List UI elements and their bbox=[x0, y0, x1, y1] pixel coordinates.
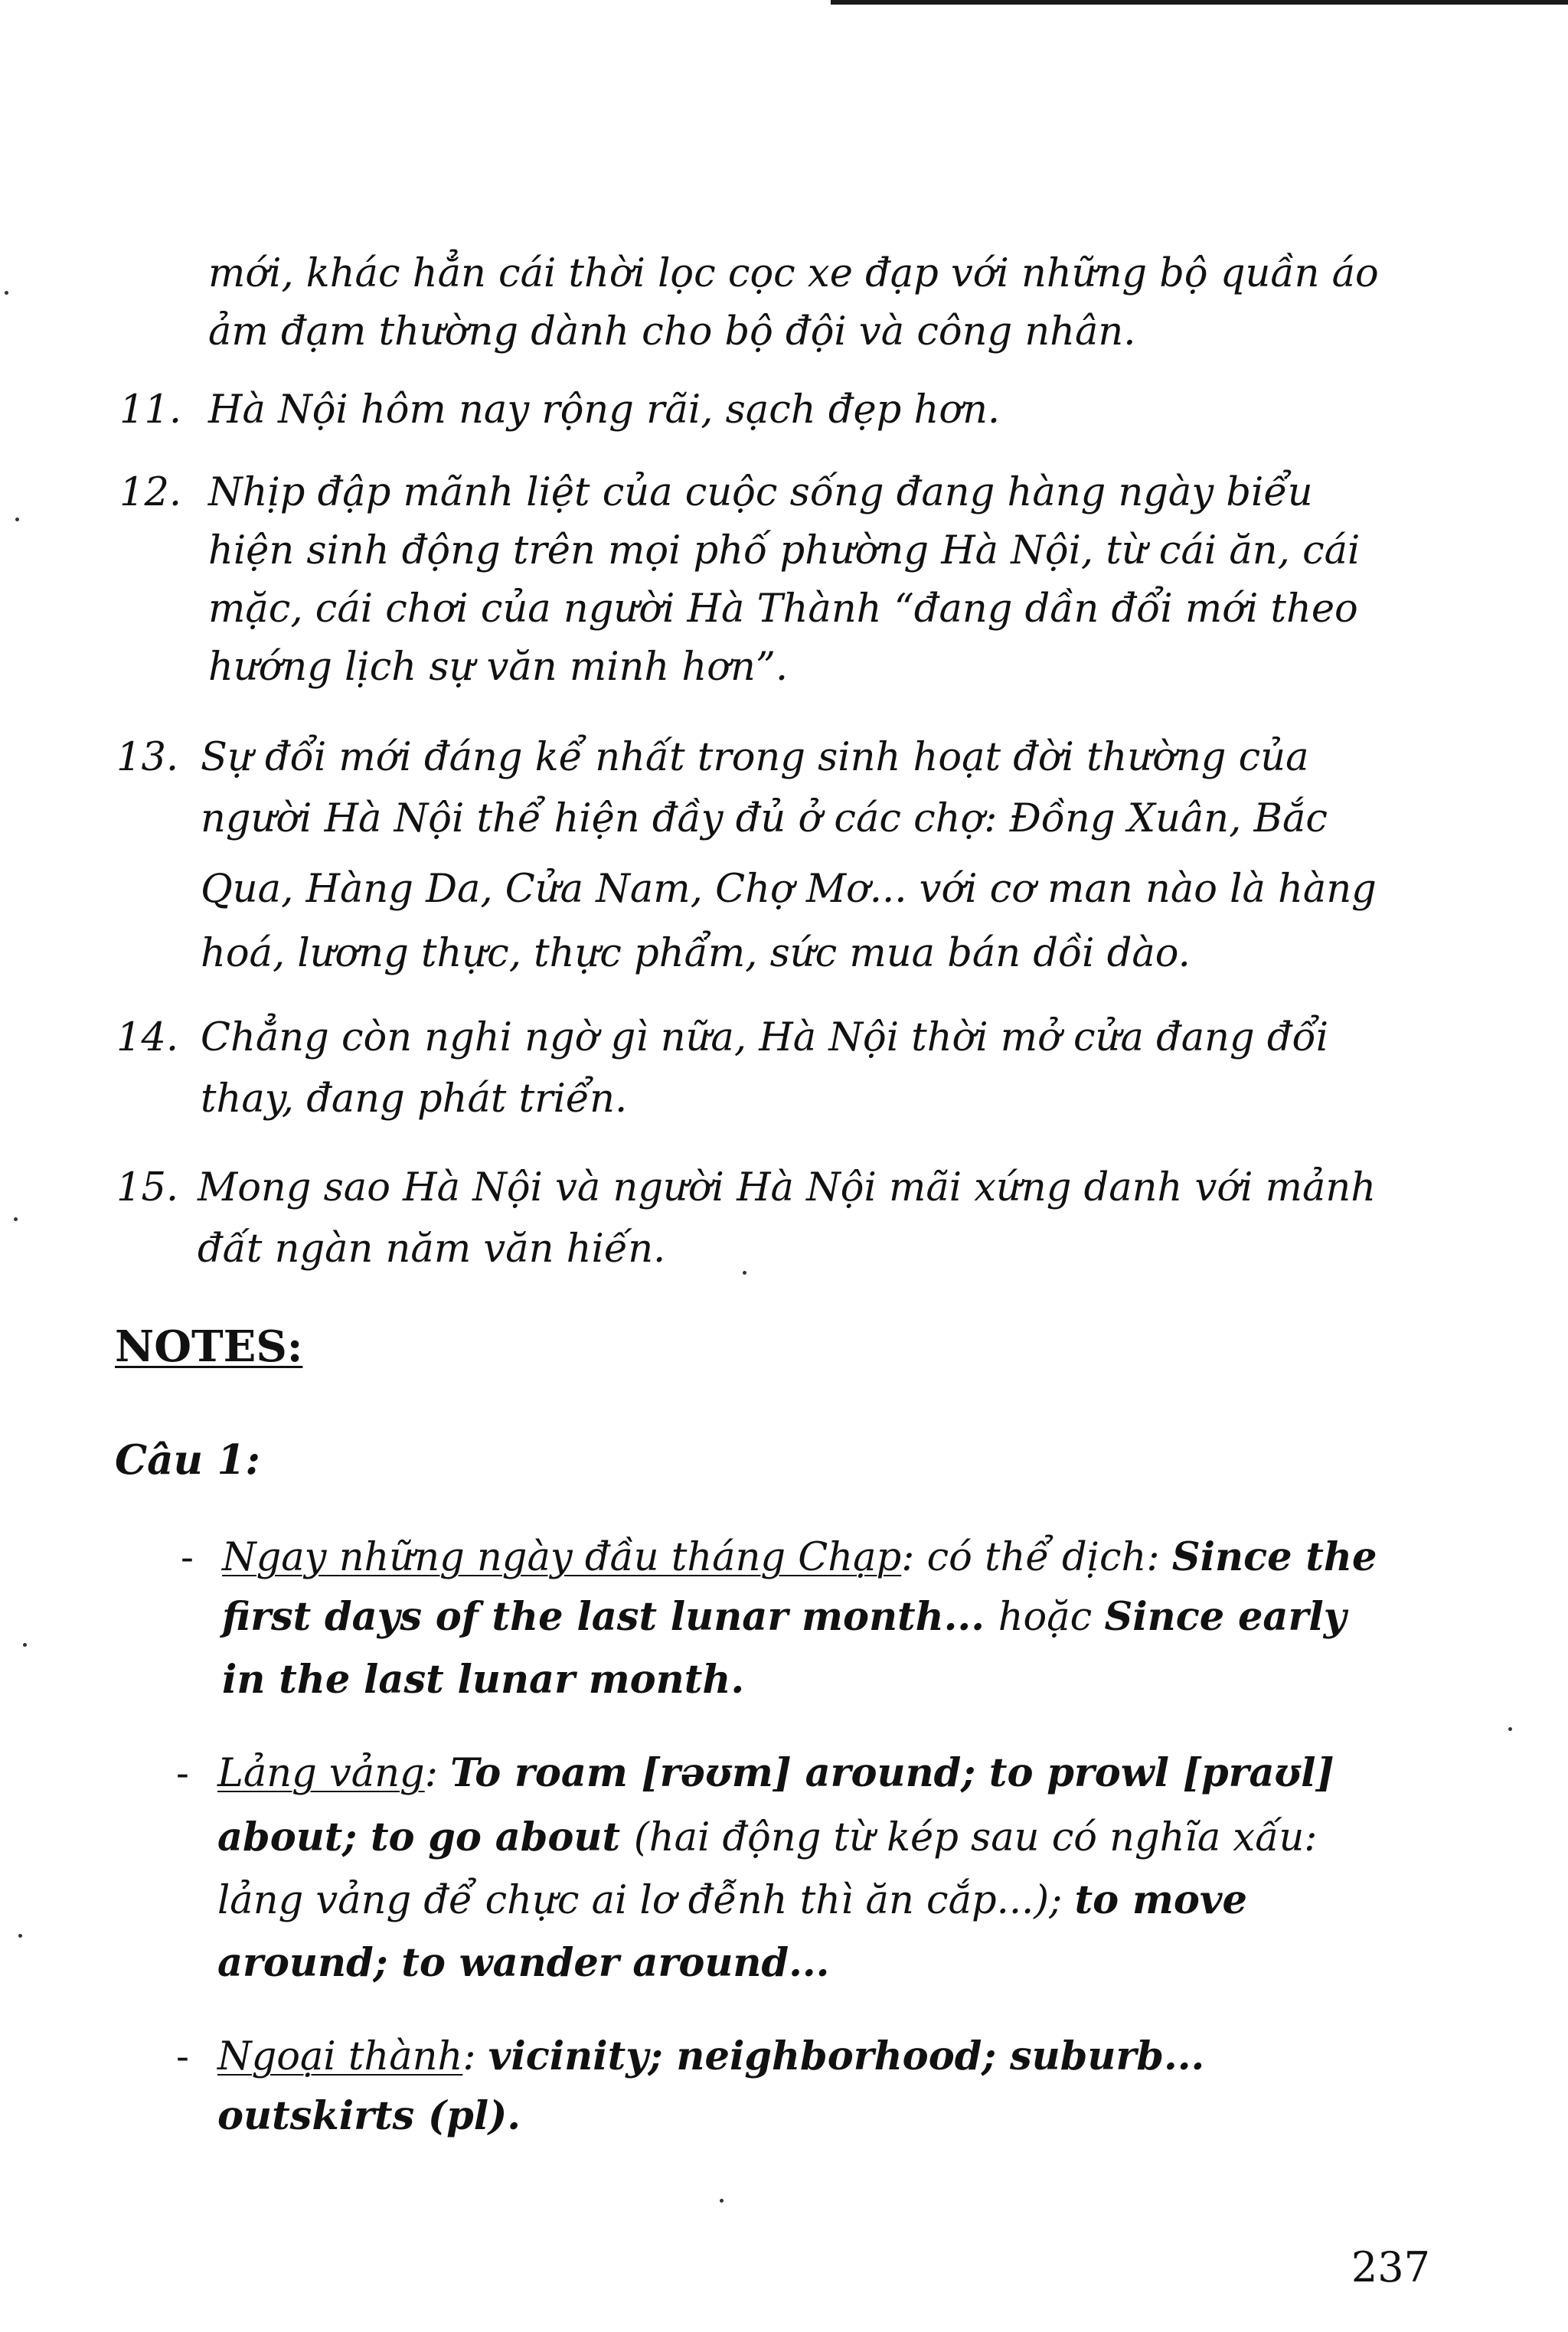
item-14-number: 14. bbox=[116, 1015, 179, 1060]
scan-speck bbox=[14, 1217, 18, 1221]
item-15-line-1: Mong sao Hà Nội và người Hà Nội mãi xứng danh với mảnh bbox=[198, 1165, 1377, 1210]
note-3-line-2: outskirts (pl). bbox=[217, 2093, 521, 2139]
note-bullet-2: - bbox=[176, 1751, 189, 1795]
scan-speck bbox=[743, 1271, 746, 1275]
item-13-line-2: người Hà Nội thể hiện đầy đủ ở các chợ: Đồng Xuân, Bắc bbox=[201, 796, 1328, 841]
note-1-alt: hoặc bbox=[998, 1595, 1105, 1640]
note-3-line-1 bbox=[217, 2033, 1204, 2080]
note-2-line-4: around; to wander around... bbox=[217, 1940, 830, 1986]
item-10-line-1: mới, khác hẳn cái thời lọc cọc xe đạp với những bộ quần áo bbox=[208, 251, 1379, 296]
item-13-number: 13. bbox=[116, 735, 179, 780]
item-12-line-1: Nhịp đập mãnh liệt của cuộc sống đang hàng ngày biểu bbox=[208, 470, 1313, 515]
item-13-line-1: Sự đổi mới đáng kể nhất trong sinh hoạt đời thường của bbox=[201, 735, 1309, 780]
scan-speck bbox=[5, 291, 8, 295]
note-1-intro: : có thể dịch: bbox=[901, 1535, 1172, 1580]
note-1-translation-b: first days of the last lunar month... bbox=[222, 1594, 998, 1640]
note-2-term: Lảng vảng bbox=[217, 1751, 425, 1796]
scan-speck bbox=[720, 2199, 724, 2203]
note-3-colon: : bbox=[462, 2034, 488, 2079]
note-1-translation-c: Since early bbox=[1104, 1594, 1347, 1640]
item-12-line-2: hiện sinh động trên mọi phố phường Hà Nội, từ cái ăn, cái bbox=[208, 528, 1361, 573]
item-12-number: 12. bbox=[119, 470, 182, 515]
item-14-line-1: Chẳng còn nghi ngờ gì nữa, Hà Nội thời mở cửa đang đổi bbox=[201, 1015, 1328, 1060]
notes-heading: NOTES: bbox=[115, 1321, 303, 1372]
item-10-line-2: ảm đạm thường dành cho bộ đội và công nhân. bbox=[208, 309, 1136, 354]
note-2-translation-c: to move bbox=[1074, 1877, 1247, 1923]
note-2-line-1 bbox=[217, 1750, 1334, 1797]
note-bullet-1: - bbox=[181, 1535, 194, 1579]
note-2-translation-b: about; to go about bbox=[217, 1814, 634, 1860]
section-heading: Câu 1: bbox=[115, 1436, 260, 1484]
note-2-line-3 bbox=[217, 1877, 1247, 1924]
item-14-line-2: thay, đang phát triển. bbox=[201, 1076, 628, 1122]
item-13-line-3: Qua, Hàng Da, Cửa Nam, Chợ Mơ... với cơ man nào là hàng bbox=[201, 867, 1377, 912]
item-11-number: 11. bbox=[119, 387, 182, 433]
note-2-comment-a: (hai động từ kép sau có nghĩa xấu: bbox=[633, 1815, 1318, 1860]
item-15-line-2: đất ngàn năm văn hiến. bbox=[198, 1226, 666, 1272]
note-2-colon: : bbox=[424, 1751, 451, 1796]
scan-speck bbox=[1508, 1727, 1512, 1731]
note-2-line-2 bbox=[217, 1814, 1317, 1861]
note-2-translation-a: To roam [rəʊm] around; to prowl [praʊl] bbox=[450, 1750, 1334, 1796]
scan-speck bbox=[18, 1934, 22, 1938]
note-1-line-2 bbox=[222, 1594, 1346, 1641]
page-number: 237 bbox=[1351, 2243, 1430, 2291]
item-12-line-3: mặc, cái chơi của người Hà Thành “đang dần đổi mới theo bbox=[208, 586, 1358, 632]
item-12-line-4: hướng lịch sự văn minh hơn”. bbox=[208, 645, 789, 690]
note-1-line-1 bbox=[222, 1534, 1377, 1581]
note-3-term: Ngoại thành bbox=[217, 2034, 463, 2079]
note-bullet-3: - bbox=[176, 2034, 189, 2079]
note-1-translation-a: Since the bbox=[1171, 1534, 1377, 1580]
note-1-term: Ngay những ngày đầu tháng Chạp bbox=[222, 1535, 902, 1580]
scan-speck bbox=[15, 518, 19, 521]
item-11-line-1: Hà Nội hôm nay rộng rãi, sạch đẹp hơn. bbox=[208, 387, 1001, 433]
item-13-line-4: hoá, lương thực, thực phẩm, sức mua bán dồi dào. bbox=[201, 931, 1191, 976]
note-2-comment-b: lảng vảng để chực ai lơ đễnh thì ăn cắp...); bbox=[217, 1878, 1075, 1923]
scan-speck bbox=[23, 1643, 27, 1647]
note-1-line-3: in the last lunar month. bbox=[222, 1657, 745, 1703]
note-3-translation-a: vicinity; neighborhood; suburb... bbox=[488, 2033, 1205, 2079]
item-15-number: 15. bbox=[116, 1165, 179, 1210]
